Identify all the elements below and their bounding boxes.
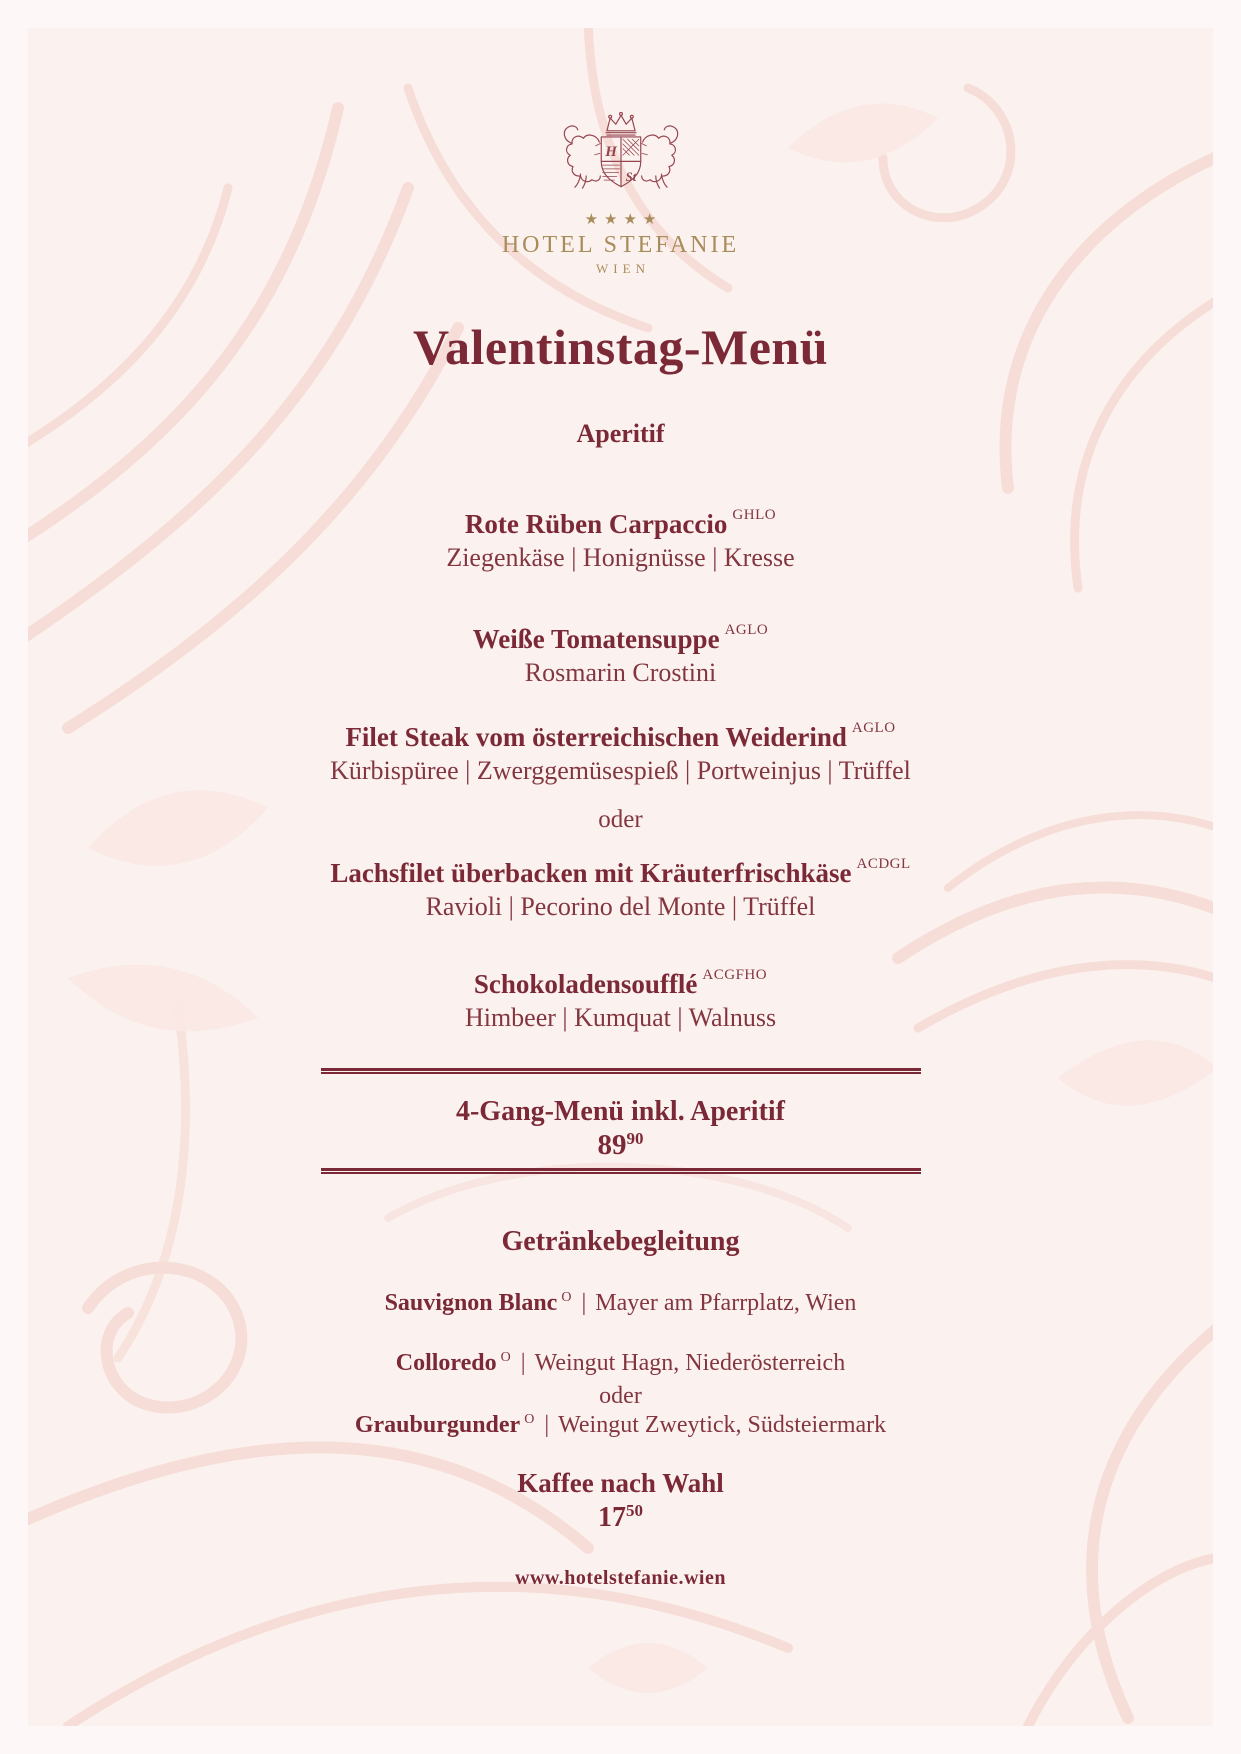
course-description: Ziegenkäse | Honignüsse | Kresse [446, 543, 795, 572]
price-integer: 17 [598, 1502, 626, 1533]
wine-divider: | [520, 1350, 526, 1376]
menu-price [0, 1128, 1241, 1162]
coffee-label: Kaffee nach Wahl [517, 1468, 724, 1498]
wine-divider: | [544, 1412, 550, 1438]
drinks-heading: Getränkebegleitung [501, 1226, 740, 1257]
wine-code: O [500, 1350, 511, 1365]
wine-detail: Weingut Zweytick, Südsteiermark [558, 1412, 887, 1438]
hotel-city: WIEN [596, 261, 650, 276]
hotel-stars: ★★★★ [584, 210, 663, 228]
oder-separator-drinks: oder [599, 1383, 642, 1409]
course-name-text: Weiße Tomatensuppe [472, 624, 720, 654]
course-name-text: Filet Steak vom österreichischen Weiderind [345, 722, 847, 752]
wine-code: O [561, 1290, 572, 1305]
course-description: Ravioli | Pecorino del Monte | Trüffel [425, 892, 816, 921]
course-name [0, 507, 1241, 541]
course-description: Kürbispüree | Zwerggemüsespieß | Portweinjus | Trüffel [330, 756, 911, 785]
wine-item-colloredo [0, 1348, 1241, 1378]
wine-item-sauvignon-blanc [0, 1288, 1241, 1318]
course-name [0, 720, 1241, 754]
course-item-lachsfilet [0, 856, 1241, 923]
hotel-crest-icon [536, 112, 706, 206]
page-title: Valentinstag-Menü [412, 319, 829, 375]
course-item-souffle [0, 967, 1241, 1034]
course-description: Rosmarin Crostini [524, 658, 717, 687]
price-integer: 89 [597, 1129, 627, 1161]
crest-monogram-top: H [604, 144, 617, 161]
wine-name: Grauburgunder [354, 1412, 521, 1438]
wine-name: Colloredo [395, 1350, 497, 1376]
price-decimals: 90 [626, 1129, 644, 1148]
price-decimals: 50 [626, 1501, 643, 1520]
course-description: Himbeer | Kumquat | Walnuss [464, 1003, 777, 1032]
allergen-code: GHLO [732, 507, 777, 523]
hotel-logo [0, 112, 1241, 275]
aperitif-heading: Aperitif [576, 419, 665, 448]
course-name [0, 856, 1241, 890]
divider-rule-bottom [321, 1168, 921, 1174]
wine-detail: Mayer am Pfarrplatz, Wien [595, 1290, 857, 1316]
course-name-text: Schokoladensoufflé [473, 969, 698, 999]
wine-divider: | [581, 1290, 587, 1316]
menu-price-label: 4-Gang-Menü inkl. Aperitif [455, 1096, 785, 1127]
allergen-code: ACGFHO [702, 967, 768, 983]
wine-code: O [524, 1412, 535, 1427]
course-name-text: Rote Rüben Carpaccio [464, 509, 728, 539]
course-item-tomatensuppe [0, 622, 1241, 689]
footer-website: www.hotelstefanie.wien [515, 1567, 726, 1589]
course-name [0, 622, 1241, 656]
wine-name: Sauvignon Blanc [384, 1290, 558, 1316]
coffee-price [0, 1502, 1241, 1534]
oder-separator: oder [598, 806, 643, 833]
allergen-code: AGLO [724, 622, 769, 638]
divider-rule-top [321, 1068, 921, 1074]
crest-monogram-bottom: St [625, 170, 636, 185]
course-item-carpaccio [0, 507, 1241, 574]
course-name-text: Lachsfilet überbacken mit Kräuterfrischkäse [330, 858, 852, 888]
wine-item-grauburgunder [0, 1410, 1241, 1440]
course-item-filet-steak [0, 720, 1241, 787]
course-name [0, 967, 1241, 1001]
wine-detail: Weingut Hagn, Niederösterreich [534, 1350, 846, 1376]
allergen-code: ACDGL [856, 856, 911, 872]
hotel-name: HOTEL STEFANIE [501, 232, 740, 258]
allergen-code: AGLO [851, 720, 896, 736]
